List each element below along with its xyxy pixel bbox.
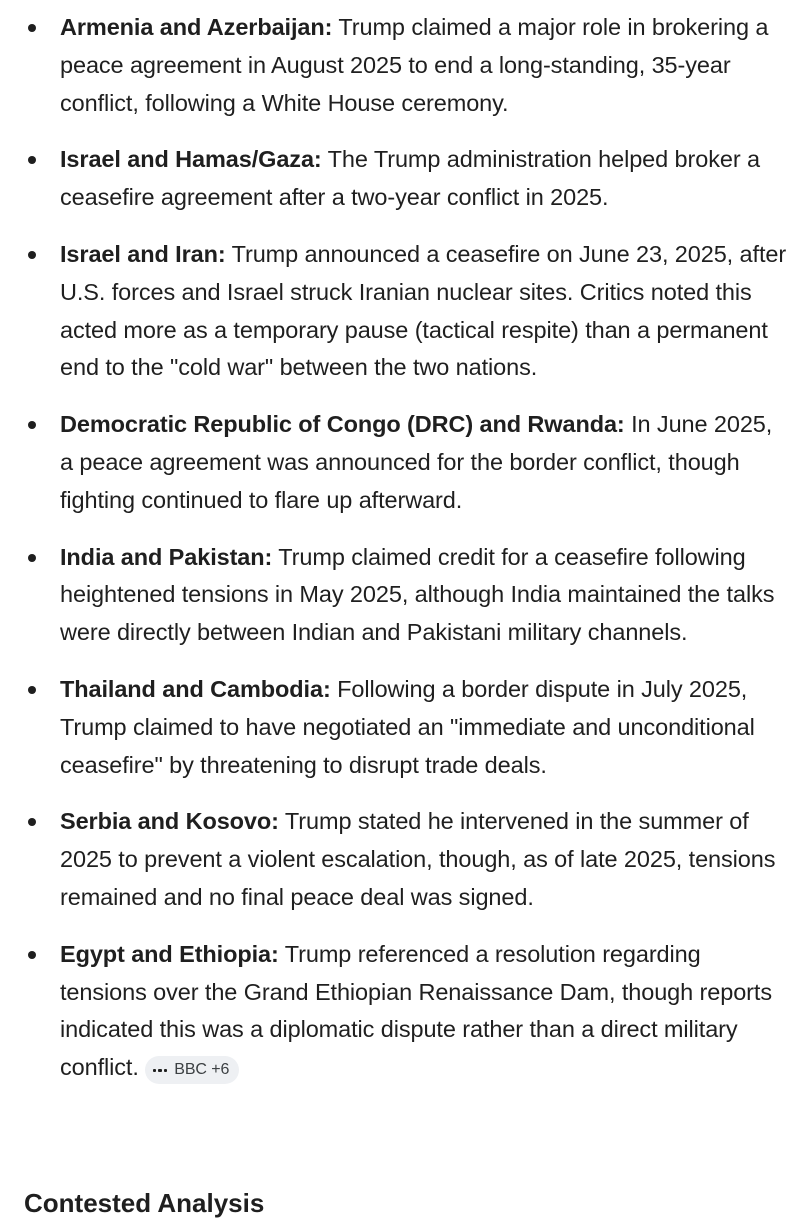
list-item [0, 539, 809, 652]
item-text: Trump announced a ceasefire on June 23, 2025, after U.S. forces and Israel struck Iranian nuclear sites. Critics noted this acted more as a temporary pause (tactical respite) than a permanent end to the "cold war" between the two nations. [60, 240, 787, 381]
item-title: Armenia and Azerbaijan: [60, 14, 333, 40]
more-dots-icon [153, 1069, 168, 1073]
source-chip-label: BBC +6 [174, 1061, 230, 1079]
list-item [0, 803, 809, 916]
item-text: Trump claimed credit for a ceasefire following heightened tensions in May 2025, although India maintained the talks were directly between Indian and Pakistani military channels. [60, 543, 775, 646]
item-title: Israel and Iran: [60, 240, 226, 267]
conflict-list [0, 9, 809, 1106]
bullet-icon [28, 951, 36, 959]
item-text: Trump stated he intervened in the summer of 2025 to prevent a violent escalation, though, as of late 2025, tensions remained and no final peace deal was signed. [60, 808, 776, 910]
bullet-icon [28, 818, 36, 826]
bullet-icon [28, 554, 36, 562]
bullet-icon [28, 421, 36, 429]
list-item [0, 936, 809, 1087]
list-item [0, 9, 809, 122]
list-item [0, 236, 809, 387]
item-text: In June 2025, a peace agreement was announced for the border conflict, though fighting continued to flare up afterward. [60, 411, 773, 513]
bullet-icon [28, 156, 36, 164]
list-item [0, 671, 809, 784]
item-text: Trump claimed a major role in brokering a peace agreement in August 2025 to end a long-standing, 35-year conflict, following a White House ceremony. [60, 14, 769, 116]
bullet-icon [28, 686, 36, 694]
item-title: Egypt and Ethiopia: [60, 940, 279, 967]
item-title: Serbia and Kosovo: [60, 808, 279, 835]
source-chip[interactable] [145, 1056, 240, 1084]
list-item [0, 141, 809, 217]
item-text: Trump referenced a resolution regarding tensions over the Grand Ethiopian Renaissance Dam, though reports indicated this was a diplomatic dispute rather than a direct military conflict. [60, 940, 772, 1081]
bullet-icon [28, 24, 36, 32]
item-title: Israel and Hamas/Gaza: [60, 146, 322, 173]
item-text: The Trump administration helped broker a ceasefire agreement after a two-year conflict in 2025. [60, 146, 760, 211]
item-title: Democratic Republic of Congo (DRC) and Rwanda: [60, 411, 625, 438]
item-title: India and Pakistan: [60, 543, 273, 570]
item-title: Thailand and Cambodia: [60, 675, 331, 702]
bullet-icon [28, 251, 36, 259]
list-item [0, 406, 809, 519]
item-text: Following a border dispute in July 2025, Trump claimed to have negotiated an "immediate and unconditional ceasefire" by threatening to disrupt trade deals. [60, 675, 755, 778]
section-heading: Contested Analysis [24, 1188, 265, 1218]
